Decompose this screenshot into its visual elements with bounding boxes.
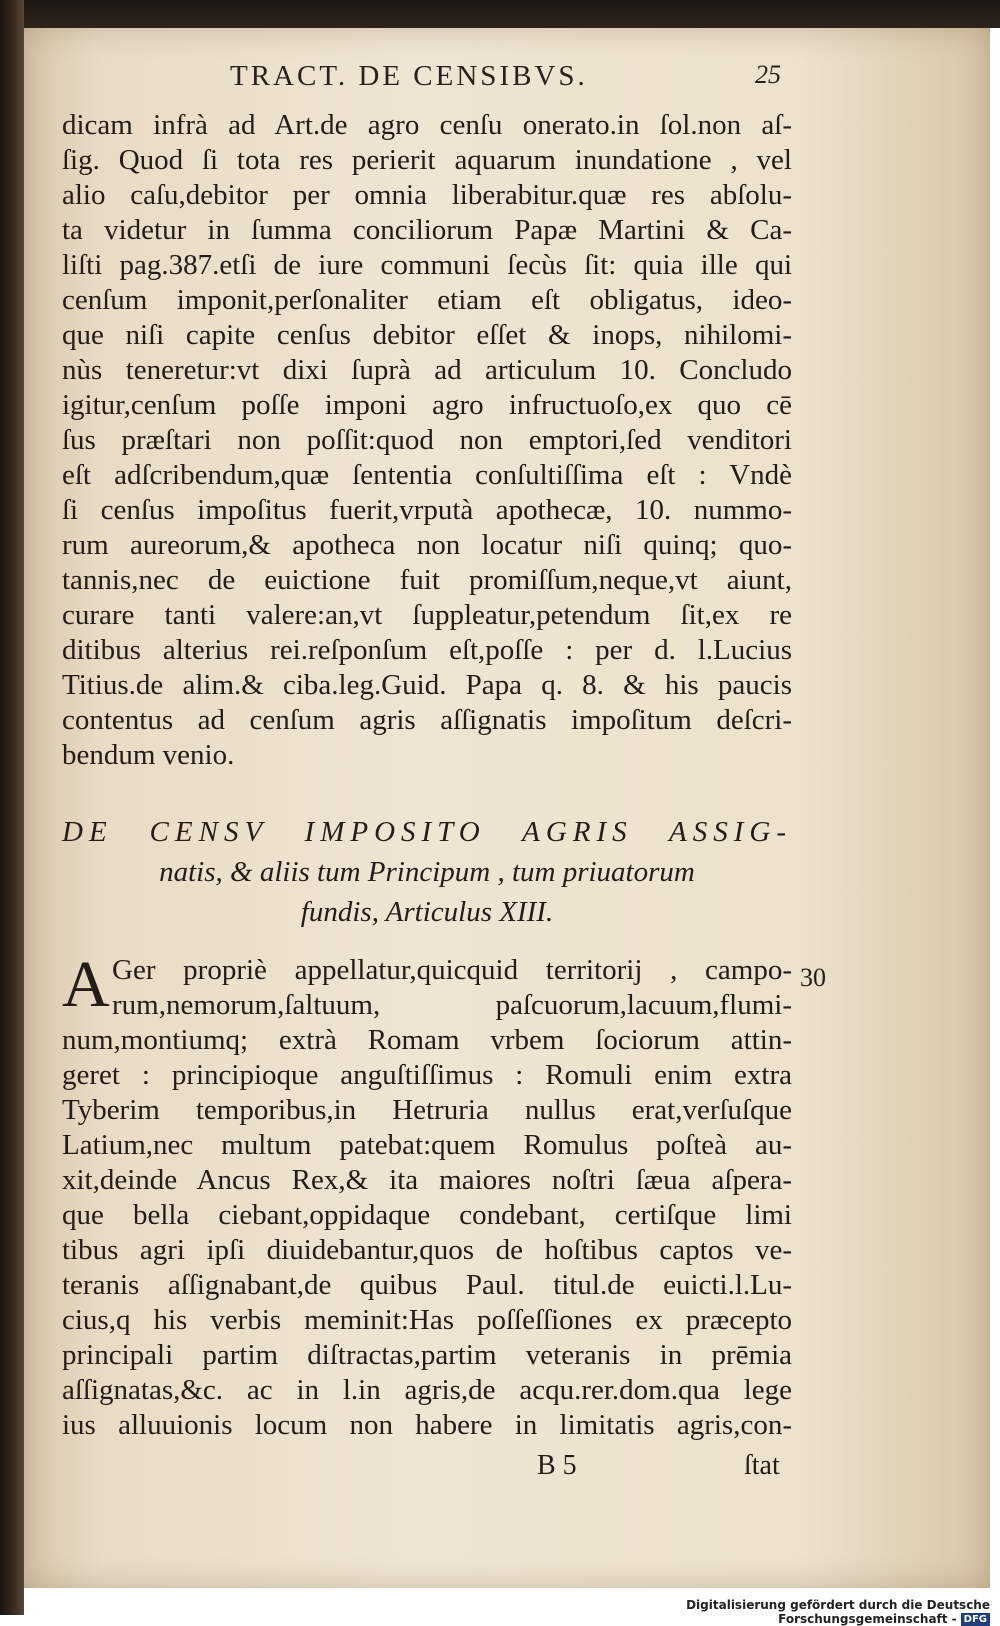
- text-line: tannis,nec de euictione fuit promiſſum,neque,vt aiunt,: [62, 564, 792, 596]
- section-heading-line: fundis, Articulus XIII.: [300, 896, 554, 928]
- text-line: ſi cenſus impoſitus fuerit,vrputà apothecæ, 10. nummo-: [62, 494, 792, 526]
- margin-number: 30: [800, 963, 826, 992]
- text-line: tibus agri ipſi diuidebantur,quos de hoſtibus captos ve-: [62, 1234, 792, 1266]
- text-line: ſig. Quod ſi tota res perierit aquarum inundatione , vel: [62, 144, 792, 176]
- text-line: ſus præſtari non poſſit:quod non emptori,ſed venditori: [62, 424, 792, 456]
- text-line: que bella ciebant,oppidaque condebant, certiſque limi: [62, 1199, 792, 1231]
- text-line: Latium,nec multum patebat:quem Romulus poſteà au-: [62, 1129, 792, 1161]
- text-line: dicam infrà ad Art.de agro cenſu onerato.in ſol.non aſ-: [62, 109, 792, 141]
- text-line: liſti pag.387.etſi de iure communi ſecùs ſit: quia ille qui: [62, 249, 792, 281]
- running-header: TRACT. DE CENSIBVS.: [230, 60, 588, 92]
- text-line: geret : principioque anguſtiſſimus : Romuli enim extra: [62, 1059, 792, 1091]
- text-line: Titius.de alim.& ciba.leg.Guid. Papa q. 8. & his paucis: [62, 669, 792, 701]
- text-line: ta videtur in ſumma conciliorum Papæ Martini & Ca-: [62, 214, 792, 246]
- text-line: ditibus alterius rei.reſponſum eſt,poſſe : per d. l.Lucius: [62, 634, 792, 666]
- drop-cap: A: [62, 948, 110, 1021]
- text-line: xit,deinde Ancus Rex,& ita maiores noſtri ſæua aſpera-: [62, 1164, 792, 1196]
- text-line: rum,nemorum,ſaltuum, paſcuorum,lacuum,flumi-: [112, 989, 792, 1021]
- text-line: eſt adſcribendum,quæ ſententia conſultiſſima eſt : Vndè: [62, 459, 792, 491]
- text-line: igitur,cenſum poſſe imponi agro infructuoſo,ex quo cē: [62, 389, 792, 421]
- text-line: que niſi capite cenſus debitor eſſet & inops, nihilomi-: [62, 319, 792, 351]
- text-line: num,montiumq; extrà Romam vrbem ſociorum attin-: [62, 1024, 792, 1056]
- text-line: cius,q his verbis meminit:Has poſſeſſiones ex præcepto: [62, 1304, 792, 1336]
- text-line: rum aureorum,& apotheca non locatur niſi quinq; quo-: [62, 529, 792, 561]
- text-line: bendum venio.: [62, 739, 235, 771]
- page-top-shadow: [24, 0, 1000, 28]
- text-line: ius alluuionis locum non habere in limitatis agris,con-: [62, 1409, 792, 1441]
- text-line: aſſignatas,&c. ac in l.in agris,de acqu.rer.dom.qua lege: [62, 1374, 792, 1406]
- signature-mark: B 5: [537, 1450, 577, 1481]
- book-edge-left: [0, 0, 24, 1615]
- page-number: 25: [755, 60, 781, 89]
- text-line: cenſum imponit,perſonaliter etiam eſt obligatus, ideo-: [62, 284, 792, 316]
- text-line: contentus ad cenſum agris aſſignatis impoſitum deſcri-: [62, 704, 792, 736]
- text-line: nùs teneretur:vt dixi ſuprà ad articulum 10. Concludo: [62, 354, 792, 386]
- text-line: Tyberim temporibus,in Hetruria nullus erat,verſuſque: [62, 1094, 792, 1126]
- credit-text: Digitalisierung gefördert durch die Deutsche Forschungsgemeinschaft -: [686, 1598, 990, 1626]
- section-heading-line: DE CENSV IMPOSITO AGRIS ASSIG-: [62, 816, 792, 848]
- dfg-logo-icon: DFG: [961, 1613, 990, 1626]
- text-line: alio caſu,debitor per omnia liberabitur.quæ res abſolu-: [62, 179, 792, 211]
- digitization-credit: [590, 1598, 990, 1626]
- text-line: curare tanti valere:an,vt ſuppleatur,petendum ſit,ex re: [62, 599, 792, 631]
- section-heading-line: natis, & aliis tum Principum , tum priuatorum: [159, 856, 695, 888]
- text-line: teranis aſſignabant,de quibus Paul. titul.de euicti.l.Lu-: [62, 1269, 792, 1301]
- catchword: ſtat: [744, 1450, 780, 1481]
- text-line: Ger propriè appellatur,quicquid territorij , campo-: [112, 954, 792, 986]
- text-line: principali partim diſtractas,partim veteranis in prēmia: [62, 1339, 792, 1371]
